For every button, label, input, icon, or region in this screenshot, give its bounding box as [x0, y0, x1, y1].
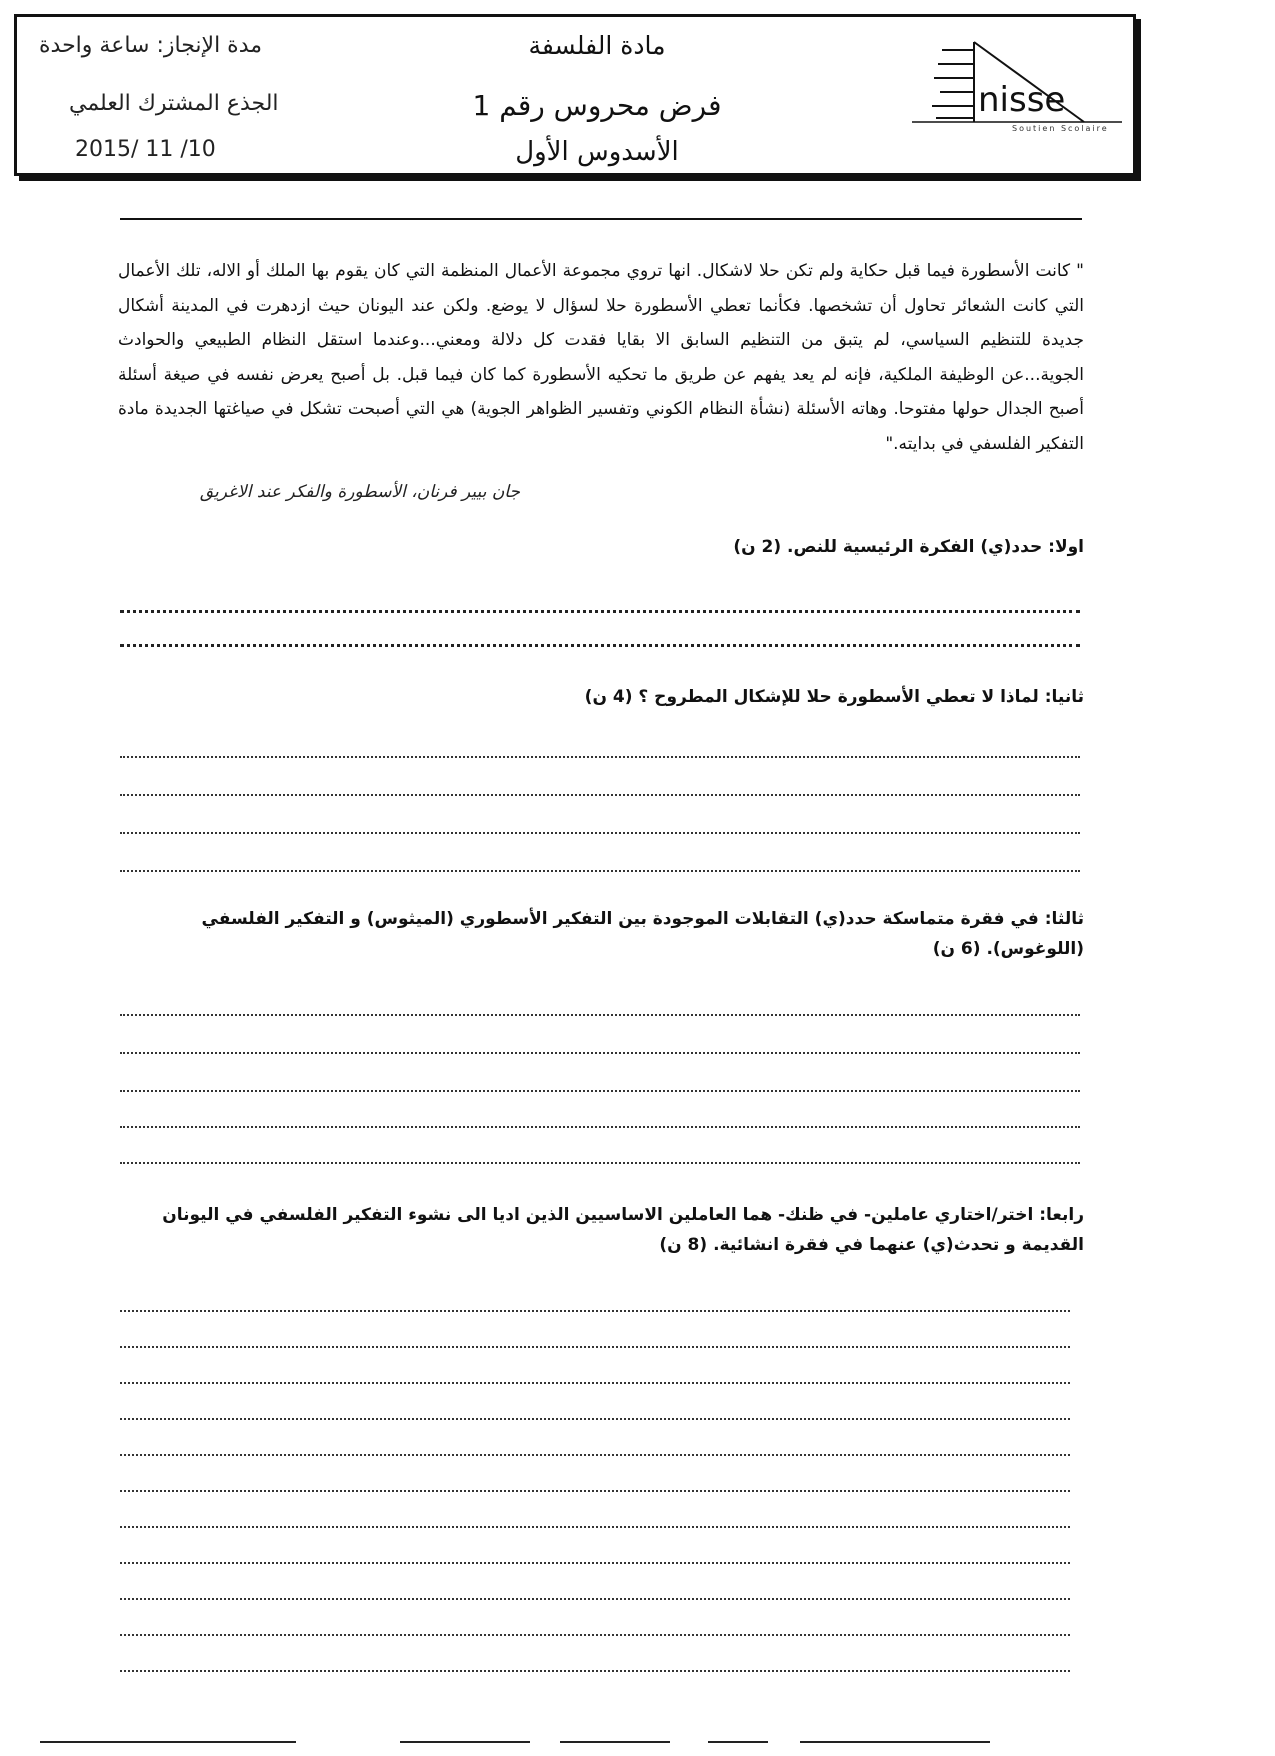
exam-title: فرض محروس رقم 1 — [472, 89, 722, 122]
bottom-rule — [560, 1741, 670, 1743]
answer-line[interactable] — [120, 1162, 1080, 1164]
answer-line[interactable] — [120, 1454, 1070, 1456]
level-label: الجذع المشترك العلمي — [69, 91, 279, 116]
header-divider — [120, 218, 1082, 220]
answer-line[interactable] — [120, 1490, 1070, 1492]
answer-line[interactable] — [120, 1418, 1070, 1420]
passage-source: جان بيير فرنان، الأسطورة والفكر عند الاغريق — [199, 482, 520, 502]
answer-line[interactable] — [120, 1670, 1070, 1672]
question-3: ثالثا: في فقرة متماسكة حدد(ي) التقابلات الموجودة بين التفكير الأسطوري (الميثوس) و التفكير الفلسفي (اللوغوس). (6 ن) — [201, 909, 1084, 959]
answer-line[interactable] — [120, 1598, 1070, 1600]
duration-label: مدة الإنجاز: ساعة واحدة — [39, 33, 263, 58]
bottom-rule — [40, 1741, 296, 1743]
answer-line[interactable] — [120, 832, 1080, 834]
answer-line[interactable] — [120, 1090, 1080, 1092]
answer-line[interactable] — [120, 794, 1080, 796]
answer-line[interactable] — [120, 756, 1080, 758]
answer-line[interactable] — [120, 1052, 1080, 1054]
subject-title: مادة الفلسفة — [528, 31, 666, 60]
bottom-rule — [400, 1741, 530, 1743]
nisse-logo — [912, 30, 1132, 140]
question-1: اولا: حدد(ي) الفكرة الرئيسية للنص. (2 ن) — [733, 537, 1084, 557]
bottom-rule — [708, 1741, 768, 1743]
semester-label: الأسدوس الأول — [515, 137, 679, 167]
question-2: ثانيا: لماذا لا تعطي الأسطورة حلا للإشكال المطروح ؟ (4 ن) — [584, 687, 1084, 707]
bottom-rule — [800, 1741, 990, 1743]
logo-text: nisse — [978, 80, 1066, 120]
answer-line[interactable] — [120, 644, 1080, 647]
exam-date: 2015/ 11 /10 — [75, 137, 216, 162]
answer-line[interactable] — [120, 1634, 1070, 1636]
question-4: رابعا: اختر/اختاري عاملين- في ظنك- هما العاملين الاساسيين الذين اديا الى نشوء التفكير الفلسفي في اليونان القديمة و تحدث(ي) عنهما في فقرة انشائية. (8 ن) — [162, 1205, 1084, 1255]
answer-line[interactable] — [120, 1526, 1070, 1528]
answer-line[interactable] — [120, 1126, 1080, 1128]
answer-line[interactable] — [120, 1382, 1070, 1384]
answer-line[interactable] — [120, 1346, 1070, 1348]
answer-line[interactable] — [120, 870, 1080, 872]
answer-line[interactable] — [120, 1310, 1070, 1312]
answer-line[interactable] — [120, 1562, 1070, 1564]
logo-subtext: Soutien Scolaire — [1012, 124, 1109, 133]
text-passage: " كانت الأسطورة فيما قبل حكاية ولم تكن حلا لاشكال. انها تروي مجموعة الأعمال المنظمة التي كان يقوم بها الملك أو الاله، تلك الأعمال التي كانت الشعائر تحاول أن تشخصها. فكأنما تعطي الأسطورة حلا لسؤال لا يوضع. ولكن عند اليونان حيث ازدهرت في المدينة أشكال جديدة للتنظيم السياسي، لم يتبق من التنظيم السابق الا بقايا فقدت كل دلالة ومعني...وعندما استقل النظام الطبيعي والحوادث الجوية...عن الوظيفة الملكية، فإنه لم يعد يفهم عن طريق ما تحكيه الأسطورة كما كان فيما قبل. بل أصبح يعرض نفسه في صيغة أسئلة أصبح الجدال حولها مفتوحا. وهاته الأسئلة (نشأة النظام الكوني وتفسير الظواهر الجوية) هي التي أصبحت تشكل في صياغتها الجديدة مادة التفكير الفلسفي في بدايته." — [118, 261, 1084, 454]
answer-line[interactable] — [120, 610, 1080, 613]
answer-line[interactable] — [120, 1014, 1080, 1016]
